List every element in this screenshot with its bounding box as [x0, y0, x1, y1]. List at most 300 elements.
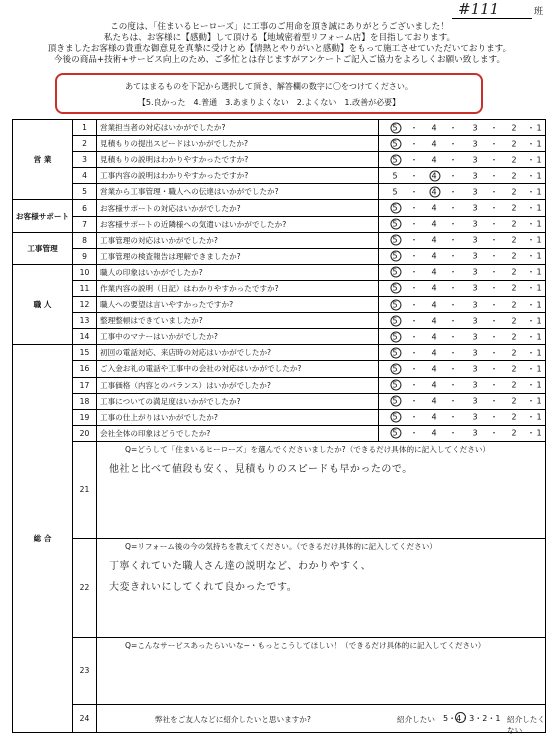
rating-option-1[interactable]: 1 — [536, 139, 542, 149]
question-row — [13, 329, 546, 345]
rating-cell[interactable] — [379, 361, 546, 377]
rating-separator: ・ — [449, 396, 457, 406]
rating-cell[interactable] — [379, 232, 546, 248]
rating-option-2[interactable]: 2 — [511, 364, 517, 374]
question-row — [13, 313, 546, 329]
rating-option-4[interactable]: 4 — [431, 428, 437, 438]
rating-scale[interactable] — [379, 410, 545, 425]
answer-circle — [390, 283, 401, 294]
rating-separator: ・ — [527, 267, 535, 277]
question-text: 営業から工事管理・職人への伝達はいかがでしたか? — [97, 184, 379, 200]
rating-separator: ・ — [527, 123, 535, 133]
rating-cell[interactable] — [379, 200, 546, 216]
rating-separator: ・ — [527, 203, 535, 213]
question-number: 18 — [73, 393, 97, 409]
rating-separator: ・ — [449, 380, 457, 390]
rating-option-5[interactable]: 5 — [392, 429, 397, 438]
rating-option-5[interactable]: 5 — [392, 316, 397, 325]
rating-option-3[interactable]: 3 — [472, 396, 478, 406]
rating-option-1[interactable]: 1 — [536, 428, 542, 438]
rating-option-4[interactable]: 4 — [431, 332, 437, 342]
rating-separator: ・ — [449, 316, 457, 326]
rating-option-1[interactable]: 1 — [536, 380, 542, 390]
rating-option-4[interactable]: 4 — [431, 364, 437, 374]
rating-option-1[interactable]: 1 — [536, 235, 542, 245]
rating-option-3[interactable]: 3 — [472, 300, 478, 310]
rating-option-1[interactable]: 1 — [536, 412, 542, 422]
question-text: 工事中のマナーはいかがでしたか? — [97, 329, 379, 345]
rating-option-4[interactable]: 4 — [431, 267, 437, 277]
recommend-wrap — [97, 705, 545, 735]
free-answer-area[interactable] — [97, 538, 546, 637]
rating-scale[interactable] — [379, 233, 545, 248]
rating-separator: ・ — [449, 332, 457, 342]
rating-scale[interactable] — [379, 313, 545, 328]
rating-separator: ・ — [490, 235, 498, 245]
answer-circle — [390, 363, 401, 374]
rating-option-2[interactable]: 2 — [511, 380, 517, 390]
rating-option-4[interactable]: 4 — [431, 348, 437, 358]
rating-scale[interactable] — [379, 281, 545, 296]
question-number: 7 — [73, 216, 97, 232]
rating-option-2[interactable]: 2 — [511, 348, 517, 358]
rating-cell[interactable] — [379, 152, 546, 168]
rating-cell[interactable] — [379, 168, 546, 184]
rating-option-2[interactable]: 2 — [511, 139, 517, 149]
answer-circle — [390, 412, 401, 423]
rating-separator: ・ — [527, 348, 535, 358]
answer-circle — [390, 219, 401, 230]
rating-option-5[interactable]: 5 — [392, 300, 397, 309]
category-label: お客様サポート — [13, 200, 73, 232]
question-number: 22 — [73, 538, 97, 637]
rating-separator: ・ — [410, 332, 418, 342]
rating-option-2[interactable]: 2 — [511, 428, 517, 438]
rating-separator: ・ — [490, 203, 498, 213]
question-row — [13, 297, 546, 313]
rating-separator: ・ — [527, 155, 535, 165]
question-number: 6 — [73, 200, 97, 216]
rating-cell[interactable] — [379, 248, 546, 264]
rating-option-4[interactable]: 4 — [431, 316, 437, 326]
question-number: 13 — [73, 313, 97, 329]
rating-separator: ・ — [410, 396, 418, 406]
rating-option-4[interactable]: 4 — [431, 396, 437, 406]
question-text: 作業内容の説明（日記）はわかりやすかったですか? — [97, 280, 379, 296]
question-text: 工事価格（内容とのバランス）はいかがでしたか? — [97, 377, 379, 393]
question-text: 会社全体の印象はどうでしたか? — [97, 425, 379, 441]
rating-separator: ・ — [410, 348, 418, 358]
rating-option-3[interactable]: 3 — [472, 251, 478, 261]
rating-scale[interactable] — [379, 184, 545, 199]
question-row — [13, 168, 546, 184]
rating-separator: ・ — [490, 251, 498, 261]
answer-circle — [390, 315, 401, 326]
rating-option-1[interactable]: 1 — [536, 203, 542, 213]
rating-separator: ・ — [410, 380, 418, 390]
rating-option-3[interactable]: 3 — [472, 155, 478, 165]
recommend-cell[interactable] — [97, 704, 546, 735]
recommend-question: 弊社をご友人などに紹介したいと思いますか? — [155, 714, 311, 724]
rating-cell[interactable] — [379, 393, 546, 409]
rating-option-1[interactable]: 1 — [536, 155, 542, 165]
rating-scale[interactable] — [379, 345, 545, 360]
rating-option-1[interactable]: 1 — [536, 316, 542, 326]
question-text: 営業担当者の対応はいかがでしたか? — [97, 120, 379, 136]
group-label: 班 — [534, 7, 544, 17]
rating-separator: ・ — [410, 235, 418, 245]
rating-separator: ・ — [449, 123, 457, 133]
answer-circle — [390, 203, 401, 214]
rating-option-1[interactable]: 1 — [536, 251, 542, 261]
answer-circle — [429, 170, 440, 181]
rating-option-3[interactable]: 3 — [472, 123, 478, 133]
rating-option-5[interactable]: 5 — [392, 381, 397, 390]
rating-option-5[interactable]: 5 — [392, 155, 397, 164]
rating-option-2[interactable]: 2 — [511, 267, 517, 277]
rating-scale[interactable] — [379, 120, 545, 135]
rating-option-5[interactable]: 5 — [392, 268, 397, 277]
rating-option-2[interactable]: 2 — [511, 316, 517, 326]
rating-option-3[interactable]: 3 — [472, 412, 478, 422]
rating-option-4[interactable]: 4 — [431, 412, 437, 422]
rating-cell[interactable] — [379, 377, 546, 393]
rating-separator: ・ — [449, 300, 457, 310]
intro-line-4: 今後の商品+技術+サービス向上のため、ご多忙とは存じますがアンケートご記入ご協力をよろしくお願い致します。 — [53, 55, 506, 65]
rating-option-4[interactable]: 4 — [431, 283, 437, 293]
question-text: 初回の電話対応、来店時の対応はいかがでしたか? — [97, 345, 379, 361]
rating-separator: ・ — [527, 412, 535, 422]
rating-cell[interactable] — [379, 120, 546, 136]
rating-separator: ・ — [449, 171, 457, 181]
question-row — [13, 232, 546, 248]
rating-cell[interactable] — [379, 313, 546, 329]
rating-separator: ・ — [527, 396, 535, 406]
rating-separator: ・ — [410, 428, 418, 438]
question-number: 10 — [73, 264, 97, 280]
rating-option-5[interactable]: 5 — [392, 348, 397, 357]
rating-option-1[interactable]: 1 — [536, 396, 542, 406]
rating-scale[interactable] — [379, 426, 545, 441]
answer-circle — [390, 154, 401, 165]
handwritten-answer: 丁寧くれていた職人さん達の説明など、わかりやすく、 — [109, 560, 372, 572]
rating-cell[interactable] — [379, 136, 546, 152]
rating-cell[interactable] — [379, 329, 546, 345]
rating-option-3[interactable]: 3 — [472, 171, 478, 181]
question-text: 整理整頓はできていましたか? — [97, 313, 379, 329]
rating-scale[interactable] — [379, 378, 545, 393]
question-text: 工事についての満足度はいかがでしたか? — [97, 393, 379, 409]
rating-scale[interactable] — [379, 361, 545, 376]
rating-option-2[interactable]: 2 — [511, 251, 517, 261]
rating-option-5[interactable]: 5 — [392, 171, 398, 181]
rating-option-3[interactable]: 3 — [472, 428, 478, 438]
rating-option-1[interactable]: 1 — [536, 171, 542, 181]
free-answer-area[interactable] — [97, 637, 546, 704]
question-row — [13, 425, 546, 441]
rating-separator: ・ — [449, 267, 457, 277]
rating-separator: ・ — [527, 171, 535, 181]
rating-separator: ・ — [449, 187, 457, 197]
free-question-row — [13, 637, 546, 704]
question-number: 3 — [73, 152, 97, 168]
rating-option-4[interactable]: 4 — [431, 155, 437, 165]
rating-option-2[interactable]: 2 — [511, 171, 517, 181]
question-row — [13, 248, 546, 264]
rating-option-3[interactable]: 3 — [472, 316, 478, 326]
rating-option-4[interactable]: 4 — [431, 300, 437, 310]
answer-circle — [390, 122, 401, 133]
rating-option-5[interactable]: 5 — [392, 204, 397, 213]
rating-separator: ・ — [490, 139, 498, 149]
question-text: お客様サポートの対応はいかがでしたか? — [97, 200, 379, 216]
question-row — [13, 377, 546, 393]
rating-option-4[interactable]: 4 — [431, 251, 437, 261]
rating-option-5[interactable]: 5 — [392, 252, 397, 261]
question-number: 23 — [73, 637, 97, 704]
rating-option-1[interactable]: 1 — [536, 348, 542, 358]
rating-option-1[interactable]: 1 — [536, 267, 542, 277]
rating-cell[interactable] — [379, 409, 546, 425]
header-underline — [452, 18, 532, 19]
rating-option-3[interactable]: 3 — [472, 219, 478, 229]
rating-option-2[interactable]: 2 — [511, 300, 517, 310]
rating-separator: ・ — [490, 283, 498, 293]
rating-scale[interactable] — [379, 265, 545, 280]
rating-separator: ・ — [527, 283, 535, 293]
question-text: 工事内容の説明はわかりやすかったですか? — [97, 168, 379, 184]
rating-option-3[interactable]: 3 — [472, 267, 478, 277]
survey-table-body — [13, 120, 546, 733]
rating-option-2[interactable]: 2 — [511, 396, 517, 406]
rating-separator: ・ — [527, 219, 535, 229]
answer-circle — [390, 347, 401, 358]
rating-option-1[interactable]: 1 — [536, 283, 542, 293]
rating-option-5[interactable]: 5 — [392, 413, 397, 422]
rating-separator: ・ — [410, 219, 418, 229]
recommend-scale[interactable]: 5・4・3・2・1 — [443, 713, 501, 723]
free-question-text: Q=こんなサービスあったらいいな~・もっとこうしてほしい！（できるだけ具体的に記入してください） — [125, 640, 486, 650]
rating-option-2[interactable]: 2 — [511, 235, 517, 245]
rating-option-3[interactable]: 3 — [472, 203, 478, 213]
answer-circle — [390, 380, 401, 391]
rating-option-3[interactable]: 3 — [472, 187, 478, 197]
rating-separator: ・ — [449, 235, 457, 245]
question-row — [13, 184, 546, 200]
rating-option-4[interactable]: 4 — [431, 123, 437, 133]
question-number: 4 — [73, 168, 97, 184]
question-number: 19 — [73, 409, 97, 425]
rating-option-4[interactable]: 4 — [431, 235, 437, 245]
rating-cell[interactable] — [379, 216, 546, 232]
answer-circle — [390, 396, 401, 407]
handwritten-answer: 他社と比べて値段も安く、見積もりのスピードも早かったので。 — [109, 463, 413, 475]
rating-option-1[interactable]: 1 — [536, 364, 542, 374]
question-number: 11 — [73, 280, 97, 296]
rating-scale[interactable] — [379, 297, 545, 312]
rating-separator: ・ — [449, 283, 457, 293]
rating-separator: ・ — [410, 300, 418, 310]
rating-option-1[interactable]: 1 — [536, 123, 542, 133]
rating-separator: ・ — [490, 300, 498, 310]
handwritten-number: #111 — [458, 0, 500, 18]
question-number: 15 — [73, 345, 97, 361]
free-question-text: Q=どうして「住まいるヒーローズ」を選んでくださいましたか?（できるだけ具体的に記入してください） — [125, 444, 490, 454]
intro-line-1: この度は、「住まいるヒーローズ」に工事のご用命を頂き誠にありがとうございました！ — [110, 22, 449, 32]
question-text: 見積もりの説明はわかりやすかったですか? — [97, 152, 379, 168]
answer-circle — [390, 235, 401, 246]
rating-option-4[interactable]: 4 — [431, 219, 437, 229]
recommend-left-label: 紹介したい — [397, 714, 435, 724]
question-text: 見積もりの提出スピードはいかがでしたか? — [97, 136, 379, 152]
rating-option-5[interactable]: 5 — [392, 284, 397, 293]
handwritten-answer: 大変きれいにしてくれて良かったです。 — [109, 581, 298, 593]
rating-option-5[interactable]: 5 — [392, 364, 397, 373]
intro-line-3: 頂きましたお客様の貴重な御意見を真摯に受けとめ【情熱とやりがいと感動】をもって施工させていただいております。 — [47, 44, 512, 54]
instructions-line-1: あてはまるものを下記から選択して頂き、解答欄の数字に〇をつけてください。 — [125, 82, 413, 91]
free-question-row — [13, 538, 546, 637]
rating-option-2[interactable]: 2 — [511, 203, 517, 213]
survey-table — [12, 119, 546, 733]
rating-option-2[interactable]: 2 — [511, 123, 517, 133]
rating-option-3[interactable]: 3 — [472, 283, 478, 293]
rating-option-2[interactable]: 2 — [511, 155, 517, 165]
rating-separator: ・ — [410, 267, 418, 277]
intro-line-2: 私たちは、お客様に【感動】して頂ける【地域密着型リフォーム店】を目指しております。 — [103, 33, 456, 43]
rating-option-3[interactable]: 3 — [472, 332, 478, 342]
rating-separator: ・ — [490, 155, 498, 165]
recommend-right-label: 紹介したくない — [507, 714, 545, 735]
rating-cell[interactable] — [379, 264, 546, 280]
question-number: 2 — [73, 136, 97, 152]
question-text: ご入金お礼の電話や工事中の会社の対応はいかがでしたか? — [97, 361, 379, 377]
rating-option-1[interactable]: 1 — [536, 187, 542, 197]
question-number: 5 — [73, 184, 97, 200]
rating-option-4[interactable]: 4 — [431, 187, 436, 196]
rating-option-5[interactable]: 5 — [392, 123, 397, 132]
rating-separator: ・ — [449, 364, 457, 374]
rating-scale[interactable] — [379, 217, 545, 232]
rating-option-5[interactable]: 5 — [392, 220, 397, 229]
category-label: 工事管理 — [13, 232, 73, 264]
rating-separator: ・ — [490, 316, 498, 326]
rating-option-5[interactable]: 5 — [392, 332, 397, 341]
question-text: 工事管理の対応はいかがでしたか? — [97, 232, 379, 248]
rating-option-4[interactable]: 4 — [431, 380, 437, 390]
rating-option-1[interactable]: 1 — [536, 219, 542, 229]
rating-cell[interactable] — [379, 280, 546, 296]
rating-separator: ・ — [490, 348, 498, 358]
rating-separator: ・ — [527, 380, 535, 390]
rating-option-3[interactable]: 3 — [472, 364, 478, 374]
rating-option-5[interactable]: 5 — [392, 139, 397, 148]
rating-option-2[interactable]: 2 — [511, 412, 517, 422]
rating-separator: ・ — [410, 187, 418, 197]
rating-scale[interactable] — [379, 249, 545, 264]
rating-separator: ・ — [490, 428, 498, 438]
question-row — [13, 200, 546, 216]
question-number: 9 — [73, 248, 97, 264]
rating-separator: ・ — [490, 171, 498, 181]
question-number: 24 — [73, 704, 97, 732]
question-row — [13, 216, 546, 232]
rating-cell[interactable] — [379, 184, 546, 200]
rating-separator: ・ — [490, 123, 498, 133]
rating-scale[interactable] — [379, 168, 545, 183]
rating-cell[interactable] — [379, 297, 546, 313]
category-label: 総 合 — [13, 345, 73, 733]
rating-option-3[interactable]: 3 — [472, 348, 478, 358]
free-question-text: Q=リフォーム後の今の気持ちを教えてください。（できるだけ具体的に記入してください） — [125, 541, 437, 551]
free-answer-area[interactable] — [97, 441, 546, 538]
rating-scale[interactable] — [379, 329, 545, 344]
answer-circle — [390, 251, 401, 262]
rating-option-4[interactable]: 4 — [431, 171, 436, 180]
rating-option-1[interactable]: 1 — [536, 300, 542, 310]
rating-scale[interactable] — [379, 136, 545, 151]
rating-option-2[interactable]: 2 — [511, 332, 517, 342]
rating-scale[interactable] — [379, 200, 545, 215]
answer-circle — [390, 331, 401, 342]
rating-option-5[interactable]: 5 — [392, 236, 397, 245]
rating-separator: ・ — [410, 203, 418, 213]
rating-option-5[interactable]: 5 — [392, 397, 397, 406]
rating-scale[interactable] — [379, 152, 545, 167]
question-row — [13, 704, 546, 732]
question-row — [13, 120, 546, 136]
question-text: 職人の印象はいかがでしたか? — [97, 264, 379, 280]
rating-separator: ・ — [449, 412, 457, 422]
question-number: 1 — [73, 120, 97, 136]
rating-separator: ・ — [490, 332, 498, 342]
rating-option-4[interactable]: 4 — [431, 203, 437, 213]
rating-scale[interactable] — [379, 394, 545, 409]
question-row — [13, 345, 546, 361]
rating-cell[interactable] — [379, 345, 546, 361]
rating-option-3[interactable]: 3 — [472, 139, 478, 149]
rating-option-2[interactable]: 2 — [511, 187, 517, 197]
question-number: 14 — [73, 329, 97, 345]
question-number: 16 — [73, 361, 97, 377]
question-number: 17 — [73, 377, 97, 393]
question-row — [13, 152, 546, 168]
rating-option-5[interactable]: 5 — [392, 187, 398, 197]
rating-option-2[interactable]: 2 — [511, 219, 517, 229]
question-text: 職人への要望は言いやすかったですか? — [97, 297, 379, 313]
rating-option-1[interactable]: 1 — [536, 332, 542, 342]
question-row — [13, 409, 546, 425]
answer-circle — [390, 138, 401, 149]
category-label: 職 人 — [13, 264, 73, 344]
rating-option-3[interactable]: 3 — [472, 235, 478, 245]
rating-separator: ・ — [527, 428, 535, 438]
rating-cell[interactable] — [379, 425, 546, 441]
rating-option-4[interactable]: 4 — [431, 139, 437, 149]
rating-separator: ・ — [410, 316, 418, 326]
rating-separator: ・ — [449, 219, 457, 229]
rating-separator: ・ — [490, 187, 498, 197]
rating-option-2[interactable]: 2 — [511, 283, 517, 293]
question-row — [13, 264, 546, 280]
rating-option-3[interactable]: 3 — [472, 380, 478, 390]
rating-separator: ・ — [410, 412, 418, 422]
answer-circle — [390, 428, 401, 439]
rating-separator: ・ — [410, 251, 418, 261]
instructions-box — [55, 73, 483, 114]
question-row — [13, 136, 546, 152]
rating-separator: ・ — [490, 364, 498, 374]
rating-separator: ・ — [449, 139, 457, 149]
